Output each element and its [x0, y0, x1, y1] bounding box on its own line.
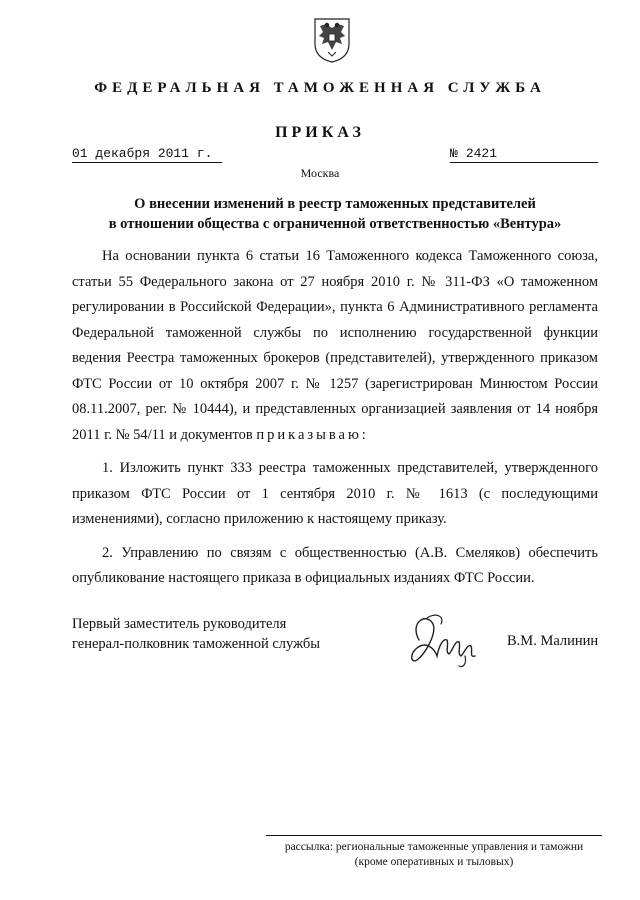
signer-title	[72, 614, 320, 654]
order-body	[72, 244, 598, 592]
russian-coat-of-arms-icon	[312, 16, 352, 64]
clause-2: 2. Управлению по связям с общественностью (А.В. Смеляков) обеспечить опубликование настоящего приказа в официальных изданиях ФТС России.	[72, 544, 598, 586]
signer-name: В.М. Малинин	[507, 633, 599, 649]
signer-title-line-2: генерал-полковник таможенной службы	[72, 636, 321, 652]
order-date: 01 декабря 2011 г.	[72, 146, 222, 163]
order-subject	[72, 194, 598, 234]
order-number	[450, 146, 598, 163]
agency-name: ФЕДЕРАЛЬНАЯ ТАМОЖЕННАЯ СЛУЖБА	[94, 80, 546, 96]
subject-line-1: О внесении изменений в реестр таможенных представителей	[134, 196, 536, 212]
signer-title-line-1: Первый заместитель руководителя	[72, 616, 287, 632]
subject-line-2: в отношении общества с ограниченной ответственностью «Вентура»	[108, 216, 562, 232]
issue-city: Москва	[300, 166, 340, 180]
clause-1: 1. Изложить пункт 333 реестра таможенных представителей, утвержденного приказом ФТС России от 1 сентября 2010 г. № 1613 (с последующими изменениями), согласно приложению к настоящему приказу.	[72, 460, 598, 527]
document-type: ПРИКАЗ	[275, 124, 365, 141]
handwritten-signature-icon	[405, 610, 487, 670]
distribution-list	[266, 835, 602, 870]
distribution-line-2: (кроме оперативных и тыловых)	[354, 856, 514, 868]
preamble-paragraph	[72, 244, 598, 448]
number-value: 2421	[465, 146, 498, 161]
distribution-line-1: рассылка: региональные таможенные управления и таможни	[284, 841, 584, 853]
order-directive: приказываю:	[256, 426, 369, 443]
preamble-text: На основании пункта 6 статьи 16 Таможенного кодекса Таможенного союза, статьи 55 Федерального закона от 27 ноября 2010 г. № 311-ФЗ «О таможенном регулировании в Российской Федерации», пункта 6 Административного регламента Федеральной таможенной службы по исполнению государственной функции ведения Реестра таможенных брокеров (представителей), утвержденного приказом ФТС России от 10 октября 2007 г. № 1257 (зарегистрирован Минюстом России 08.11.2007, рег. № 10444), и представленных организацией заявления от 14 ноября 2011 г. № 54/11 и документов	[72, 248, 598, 443]
number-label: №	[450, 146, 458, 161]
